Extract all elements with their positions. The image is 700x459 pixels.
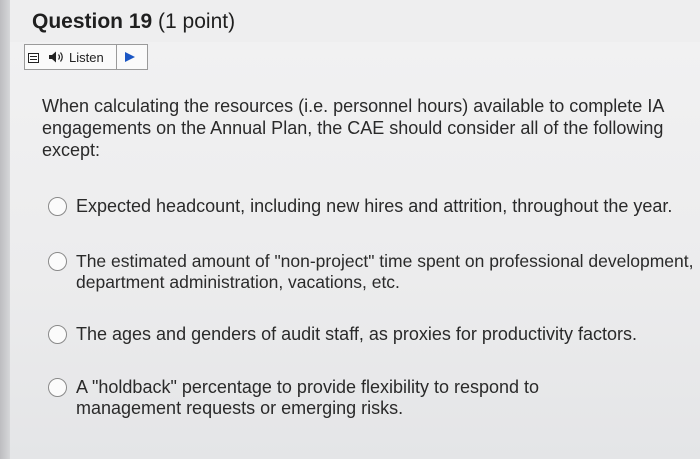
listen-toolbar: [24, 44, 148, 70]
option-label[interactable]: Expected headcount, including new hires and attrition, throughout the year.: [76, 196, 673, 216]
radio-button[interactable]: [48, 197, 67, 216]
radio-button[interactable]: [48, 378, 67, 397]
left-edge-bar: [0, 0, 10, 459]
option-label[interactable]: The estimated amount of "non-project" time spent on professional development, department administration, vacations, etc.: [76, 251, 694, 292]
option-label[interactable]: A "holdback" percentage to provide flexibility to respond to management requests or emerging risks.: [76, 377, 540, 418]
play-icon[interactable]: [125, 52, 135, 62]
question-text: When calculating the resources (i.e. personnel hours) available to complete IA engagements on the Annual Plan, the CAE should consider all of the following except:: [42, 96, 664, 160]
option-label[interactable]: The ages and genders of audit staff, as proxies for productivity factors.: [76, 324, 637, 344]
radio-button[interactable]: [48, 325, 67, 344]
menu-icon[interactable]: [28, 53, 39, 63]
listen-divider: [116, 45, 117, 69]
speaker-icon[interactable]: [48, 50, 66, 64]
question-number: Question 19: [32, 10, 153, 33]
question-title: [32, 10, 235, 34]
radio-button[interactable]: [48, 252, 67, 271]
question-header: [10, 0, 700, 42]
question-points: (1 point): [158, 10, 236, 33]
listen-button-label[interactable]: Listen: [69, 50, 104, 65]
